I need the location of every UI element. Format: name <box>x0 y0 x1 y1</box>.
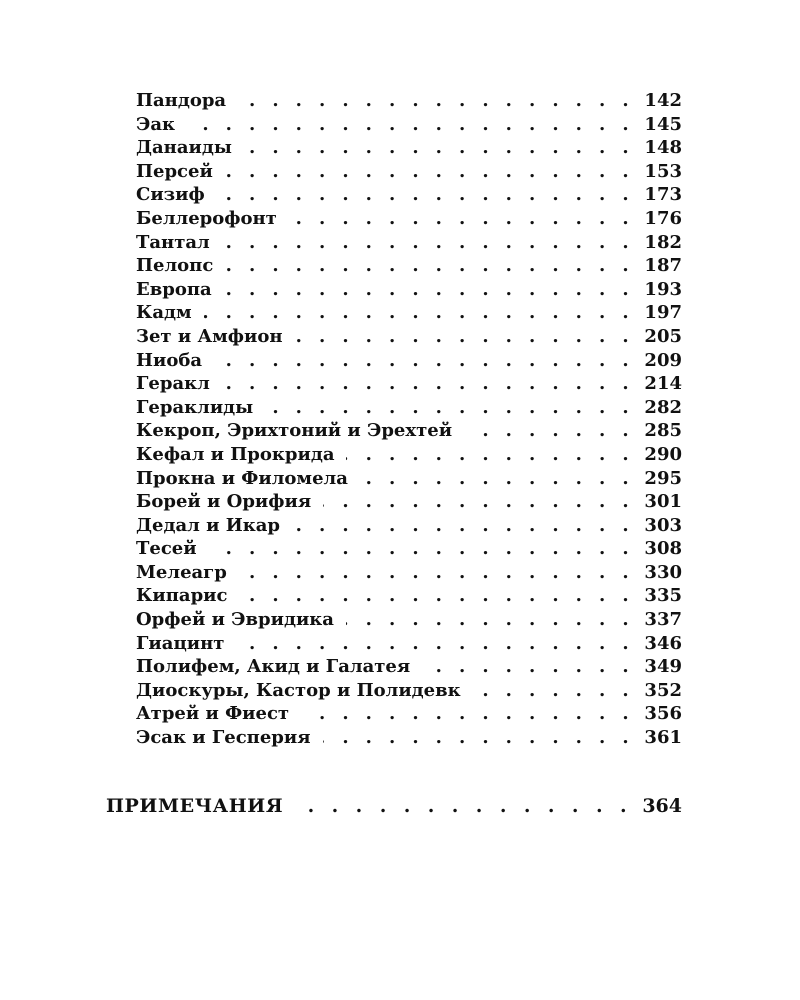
dot-leader <box>301 702 640 726</box>
toc-entry[interactable] <box>136 490 682 514</box>
toc-entry-title: Орфей и Эвридика <box>136 609 334 631</box>
dot-leader <box>360 467 640 491</box>
dot-leader <box>236 632 640 656</box>
toc-entry-page: 187 <box>644 255 682 277</box>
dot-leader <box>265 396 640 420</box>
dot-leader <box>473 679 640 703</box>
toc-entry[interactable] <box>136 726 682 750</box>
dot-leader <box>244 136 640 160</box>
toc-entry-title: Мелеагр <box>136 561 227 583</box>
toc-entry-page: 349 <box>644 656 682 678</box>
dot-leader <box>238 89 640 113</box>
toc-entry-page: 356 <box>644 703 682 725</box>
toc-entry[interactable] <box>136 396 682 420</box>
toc-entry-title: Геракл <box>136 373 210 395</box>
toc-entry-title: Тесей <box>136 538 197 560</box>
toc-entry-title: Диоскуры, Кастор и Полидевк <box>136 679 461 701</box>
toc-entry-title: Дедал и Икар <box>136 514 280 536</box>
toc-entry[interactable] <box>136 655 682 679</box>
dot-leader <box>204 301 640 325</box>
toc-entry[interactable] <box>136 419 682 443</box>
dot-leader <box>464 419 640 443</box>
toc-entry-page: 209 <box>644 349 682 371</box>
toc-entry-page: 193 <box>644 278 682 300</box>
toc-entry[interactable] <box>136 325 682 349</box>
toc-entry-page: 303 <box>644 514 682 536</box>
toc-entry[interactable] <box>136 443 682 467</box>
toc-entry[interactable] <box>136 372 682 396</box>
toc-entry-page: 346 <box>644 632 682 654</box>
toc-entry-page: 290 <box>644 443 682 465</box>
dot-leader <box>307 795 638 817</box>
toc-entry-title: Пандора <box>136 90 227 111</box>
toc-entry-page: 176 <box>644 207 682 229</box>
toc-entry-title: Персей <box>136 160 213 182</box>
toc-entry[interactable] <box>136 207 682 231</box>
toc-entry[interactable] <box>136 467 682 491</box>
toc-entry-title: Полифем, Акид и Галатея <box>136 656 411 678</box>
dot-leader <box>225 160 640 184</box>
toc-entry-page: 205 <box>644 325 682 347</box>
dot-leader <box>222 231 640 255</box>
toc-entry-page: 282 <box>644 396 682 418</box>
toc-entry[interactable] <box>136 136 682 160</box>
toc-entry-page: 145 <box>644 113 682 135</box>
toc-entry-page: 173 <box>644 184 682 206</box>
toc-entry-title: Кипарис <box>136 585 228 607</box>
toc-entry-title: Данаиды <box>136 137 232 159</box>
toc-entry[interactable] <box>136 584 682 608</box>
toc-entry-title: Зет и Амфион <box>136 325 283 347</box>
toc-entry-page: 214 <box>644 373 682 395</box>
toc-entry-title: Прокна и Филомела <box>136 467 348 489</box>
toc-entry-title: Европа <box>136 278 212 300</box>
toc-entry-title: Беллерофонт <box>136 207 277 229</box>
toc-entry-title: Гиацинт <box>136 632 225 654</box>
dot-leader <box>323 726 640 750</box>
dot-leader <box>217 183 640 207</box>
dot-leader <box>239 561 640 585</box>
toc-entry[interactable] <box>136 632 682 656</box>
toc-entry-page: 330 <box>644 561 682 583</box>
dot-leader <box>346 443 640 467</box>
toc-entry-title: Сизиф <box>136 184 205 206</box>
toc-entry[interactable] <box>136 89 682 113</box>
dot-leader <box>295 325 640 349</box>
toc-entry-page: 352 <box>644 679 682 701</box>
table-of-contents <box>136 89 682 750</box>
toc-entry-page: 142 <box>644 90 682 111</box>
toc-entry-title: Ниоба <box>136 349 203 371</box>
toc-entry-title: Тантал <box>136 231 210 253</box>
toc-entry-notes[interactable] <box>106 795 682 817</box>
toc-entry[interactable] <box>136 514 682 538</box>
dot-leader <box>225 254 640 278</box>
toc-entry-page: 337 <box>644 609 682 631</box>
toc-entry-title: Гераклиды <box>136 396 254 418</box>
toc-entry-page: 148 <box>644 137 682 159</box>
toc-entry[interactable] <box>136 349 682 373</box>
dot-leader <box>222 372 640 396</box>
dot-leader <box>239 584 640 608</box>
dot-leader <box>209 537 640 561</box>
toc-entry-page: 361 <box>644 727 682 749</box>
toc-entry-page: 285 <box>644 420 682 442</box>
toc-entry[interactable] <box>136 608 682 632</box>
toc-entry-title: Кекроп, Эрихтоний и Эрехтей <box>136 420 453 442</box>
dot-leader <box>214 349 640 373</box>
toc-entry[interactable] <box>136 183 682 207</box>
notes-title: ПРИМЕЧАНИЯ <box>106 795 284 817</box>
toc-entry[interactable] <box>136 160 682 184</box>
toc-entry-title: Пелопс <box>136 255 214 277</box>
dot-leader <box>187 113 640 137</box>
dot-leader <box>422 655 640 679</box>
toc-entry-page: 197 <box>644 302 682 324</box>
toc-entry-page: 301 <box>644 491 682 513</box>
toc-entry-page: 335 <box>644 585 682 607</box>
toc-entry-title: Эсак и Гесперия <box>136 727 311 749</box>
toc-entry-title: Эак <box>136 113 175 135</box>
notes-page: 364 <box>642 795 682 817</box>
dot-leader <box>323 490 640 514</box>
toc-entry[interactable] <box>136 561 682 585</box>
dot-leader <box>292 514 640 538</box>
toc-entry-page: 308 <box>644 538 682 560</box>
toc-entry-title: Атрей и Фиест <box>136 703 290 725</box>
toc-entry-page: 153 <box>644 160 682 182</box>
toc-entry[interactable] <box>136 537 682 561</box>
toc-entry[interactable] <box>136 679 682 703</box>
toc-entry[interactable] <box>136 254 682 278</box>
toc-entry[interactable] <box>136 113 682 137</box>
toc-entry[interactable] <box>136 278 682 302</box>
toc-entry-title: Кефал и Прокрида <box>136 443 335 465</box>
toc-entry-title: Кадм <box>136 302 192 324</box>
toc-entry[interactable] <box>136 231 682 255</box>
toc-entry-page: 182 <box>644 231 682 253</box>
toc-entry-title: Борей и Орифия <box>136 491 312 513</box>
dot-leader <box>289 207 640 231</box>
dot-leader <box>346 608 640 632</box>
toc-entry[interactable] <box>136 702 682 726</box>
toc-entry-page: 295 <box>644 467 682 489</box>
dot-leader <box>224 278 640 302</box>
toc-entry[interactable] <box>136 301 682 325</box>
